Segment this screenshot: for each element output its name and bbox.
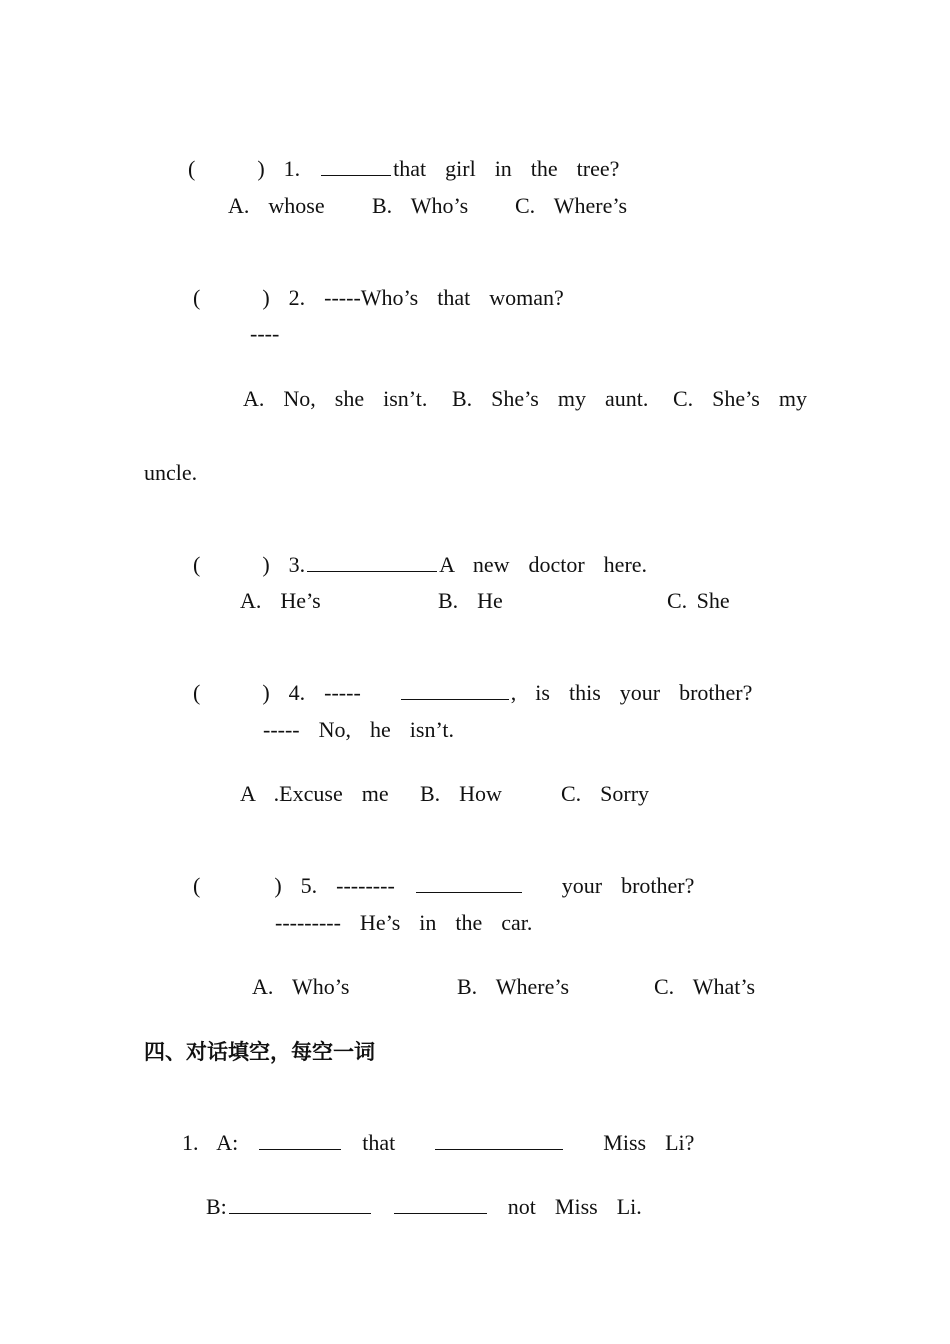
option-a: A .Excuse me xyxy=(240,781,389,806)
question-stem: , is this your brother? xyxy=(510,680,753,705)
answer-blank[interactable] xyxy=(435,1148,563,1150)
option-b: B. He xyxy=(438,588,503,613)
question-stem: that girl in the tree? xyxy=(393,156,620,181)
question-dash: -------- xyxy=(336,873,395,898)
question-number: 1. xyxy=(283,156,301,181)
answer-paren-open: ( xyxy=(193,285,201,310)
answer-blank[interactable] xyxy=(229,1212,371,1214)
option-a: A. He’s xyxy=(240,588,321,613)
answer-paren-close: ) xyxy=(262,552,270,577)
dialogue-text: Miss Li? xyxy=(603,1130,695,1155)
question-number: 2. xyxy=(288,285,306,310)
option-b: B. She’s my aunt. xyxy=(452,386,649,411)
question-number: 5. xyxy=(300,873,318,898)
reply-line: ---- xyxy=(250,321,280,346)
answer-paren-close: ) xyxy=(262,680,270,705)
answer-blank[interactable] xyxy=(259,1148,341,1150)
option-c: C. Where’s xyxy=(515,193,628,218)
reply-line: --------- He’s in the car. xyxy=(275,910,533,935)
speaker-label: 1. A: xyxy=(182,1130,239,1155)
option-b: B. Who’s xyxy=(372,193,469,218)
dialogue-line-b xyxy=(168,1165,642,1249)
answer-blank[interactable] xyxy=(307,570,437,572)
option-a: A. whose xyxy=(228,193,325,218)
question-stem: your brother? xyxy=(561,873,695,898)
answer-paren-close: ) xyxy=(257,156,265,181)
option-c: C. She’s my xyxy=(673,386,807,411)
answer-paren-open: ( xyxy=(193,552,201,577)
dialogue-text: not Miss Li. xyxy=(507,1194,642,1219)
question-dash: ----- xyxy=(324,680,361,705)
option-a: A. Who’s xyxy=(252,974,350,999)
question-2 xyxy=(155,256,564,340)
answer-paren-open: ( xyxy=(188,156,196,181)
answer-blank[interactable] xyxy=(416,891,522,893)
option-c-continuation: uncle. xyxy=(144,460,198,485)
answer-paren-open: ( xyxy=(193,873,201,898)
option-b: B. Where’s xyxy=(457,974,570,999)
answer-blank[interactable] xyxy=(321,174,391,176)
reply-line: ----- No, he isn’t. xyxy=(263,717,454,742)
option-a: A. No, she isn’t. xyxy=(243,386,428,411)
option-b: B. How xyxy=(420,781,502,806)
speaker-label: B: xyxy=(206,1194,227,1219)
question-stem: A new doctor here. xyxy=(439,552,648,577)
question-number: 4. xyxy=(288,680,306,705)
answer-paren-close: ) xyxy=(262,285,270,310)
question-number: 3. xyxy=(288,552,306,577)
question-3 xyxy=(155,523,647,607)
answer-blank[interactable] xyxy=(394,1212,487,1214)
answer-paren-close: ) xyxy=(274,873,282,898)
dialogue-text: that xyxy=(362,1130,396,1155)
section-heading: 四、对话填空，每空一词 xyxy=(144,1040,375,1064)
option-c: C. Sorry xyxy=(561,781,650,806)
answer-blank[interactable] xyxy=(401,698,509,700)
option-c: C. What’s xyxy=(654,974,756,999)
option-c: C. She xyxy=(667,588,730,613)
question-stem: -----Who’s that woman? xyxy=(324,285,564,310)
answer-paren-open: ( xyxy=(193,680,201,705)
